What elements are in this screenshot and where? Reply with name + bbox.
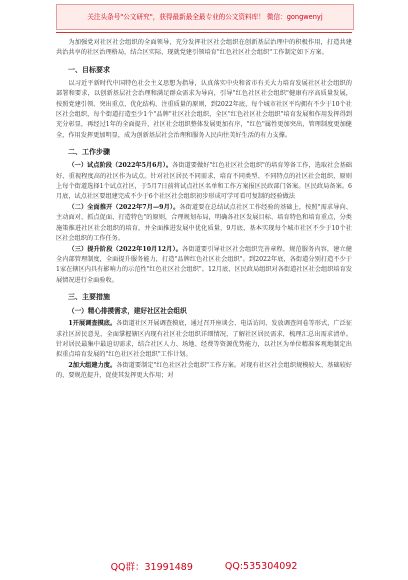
section-heading-steps: 二、工作步骤 xyxy=(68,148,110,157)
section-heading-measures: 三、主要措施 xyxy=(68,293,110,302)
step-rollout-paragraph xyxy=(56,203,352,245)
measure-survey-lead: 1开展调查摸底。 xyxy=(68,320,117,328)
promo-banner: 关注头条号"公文研究"，获得最新最全最专业的公文资料库！ 微信：gongwenyj xyxy=(56,4,354,30)
step-rollout-lead: （二）全面推开（2022年7月—9月）。 xyxy=(68,203,180,211)
step-rollout-text: 各街道要在总结试点社区工作经验的基础上，按照"需求导向、主动面对、抓点促面、打造特色"的原则，合理规划布局，明确各社区发展目标、培育特色和培育重点，分类施策推进社区社会组织的培育，并全面推进发展中优化质量，9月底，基本实现每个城市社区不少于10个社区社会组织的工作任务。 xyxy=(56,203,352,243)
goals-paragraph: 以习近平新时代中国特色社会主义思想为指导，认真落实中央和省市有关大力培育发展社区社会组织的部署和要求，以创新基层社会治理和满足群众需求为导向，引导"红色社区社会组织"健康有序高质量发展，按照党建引领、突出重点、优化结构、注重质量的原则，到2022年底，每个城市社区平均拥有不少于10个社区社会组织，每个街道打造至少1个"品牌"社区社会组织，全区"红色社区社会组织"培育发展和作用发挥得到充分彰显，再经过1年的全面提升，社区社会组织整体发展更加有序，"红色"属性更加突出，管理制度更加健全，作用发挥更加明显，成为创新基层社会治理和服务人民向往美好生活的有力支撑。 xyxy=(56,79,352,139)
measure-survey-paragraph xyxy=(56,319,352,361)
measure-survey-text: 各街道社区开展调查摸底，通过召开座谈会、电话访问、发放调查问卷等形式，广泛征求社区居民意见，全面掌握辖区内现有社区社会组织详细情况，了解社区居民需求，梳理汇总出需求清单。针对居民最集中最迫切需求，结合社区人力、场地、经费等资源优势能力，以社区为单位精准客观地制定出拟重点培育发展的"红色社区社会组织"工作计划。 xyxy=(56,320,352,359)
step-upgrade-text: 各街道要引导社区社会组织完善章程，规范服务内容，建立健全内部管理制度，全面提升服务能力，打造"品牌红色社区社会组织"。到2022年底，各街道分别打造不少于1家在辖区内具有影响力的示范性"红色社区社会组织"。12月底，区民政局组织对各街道社区社会组织培育发展情况进行全面验收。 xyxy=(56,245,352,284)
header-divider xyxy=(56,32,352,33)
measure-build-paragraph xyxy=(56,361,352,382)
step-upgrade-paragraph xyxy=(56,245,352,287)
step-pilot-text: 各街道要做好"红色社区社会组织"的培育筹备工作，选取社会基础好、重视程度高的社区作为试点。针对社区居民不同需求，培育不同类型、不同特点的社区社会组织，原则上每个街道选择1个试点社区，于5月7日前将试点社区名单和工作方案报区民政部门备案。区民政局备案。6月底，试点社区要组建完成不少于6个社区社会组织初步形成可学可看可复制的经验做法 xyxy=(56,162,352,201)
document-body xyxy=(56,38,352,554)
intro-paragraph: 为加强党对社区社会组织的全面领导，充分发挥社区社会组织在创新基层治理中的积极作用，打造共建共治共享的社区治理格局，结合区实际，现就党建引领培育"红色社区社会组织"工作制定如下方案。 xyxy=(56,39,352,57)
contact-footer xyxy=(56,556,352,576)
step-pilot-lead: （一）试点阶段（2022年5月6月）。 xyxy=(68,162,173,170)
step-upgrade-lead: （三）提升阶段（2022年10月12月）。 xyxy=(68,245,182,253)
measures-subheading: （一）精心排摸需求，建好社区社会组织 xyxy=(68,307,187,316)
qq-group-text: QQ群：31991489 xyxy=(110,562,193,573)
measure-build-lead: 2加大组建力度。 xyxy=(68,361,117,369)
qq-contact-text: QQ:535304092 xyxy=(224,560,298,572)
step-pilot-paragraph xyxy=(56,161,352,203)
measure-build-text: 各街道要制定"红色社区社会组织"工作方案。对现有社区社会组织规模较大、基础较好的，要规范提升，促使其发挥更大作用；对 xyxy=(56,361,352,380)
section-heading-goals: 一、目标要求 xyxy=(68,65,110,74)
